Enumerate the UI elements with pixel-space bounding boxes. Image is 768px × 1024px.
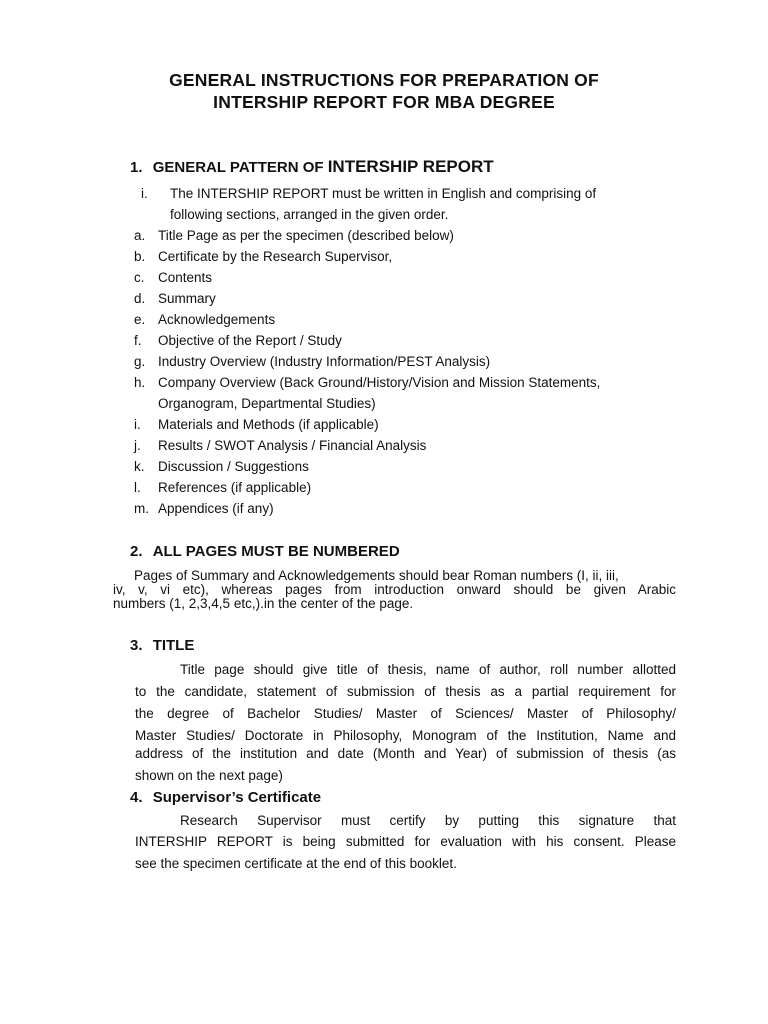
section-4-number: 4. (130, 789, 143, 806)
document-page: GENERAL INSTRUCTIONS FOR PREPARATION OF INTERSHIP REPORT FOR MBA DEGREE 1. GENERAL PATTERN OF INTERSHIP REPORT i. The INTERSHIP REPORT must be written in English and comprising of following sections, arranged in the given order. a. Title Page as per the specimen (described below) b. Certificate by the Research Supervisor, c. Contents d. Summary e. Acknowledgements f. Objective of the Report / Study g. Industry Overview (Industry Information/PEST Analysis) h. Company Overview (Back Ground/History/Vision and Mission Statements, Organogram, Departmental Studies) i. Materials and Methods (if applicable) j. Results / SWOT Analysis / Financial Analysis k. Discussion / Suggestions l. References (if applicable) m. Appendices (if any) 2. ALL PAGES MUST BE NUMBERED Pages of Summary and Acknowledgements should bear Roman numbers (I, ii, iii, iv, v, vi etc), whereas pages from introduction onward should be given Arabic numbers (1, 2,3,4,5 etc,).in the center of the page. 3. TITLE Title page should give title of thesis, name of author, roll number allotted to the candidate, statement of submission of thesis as a partial requirement for the degree of Bachelor Studies/ Master of Sciences/ Master of Philosophy/ Master Studies/ Doctorate in Philosophy, Monogram of the Institution, Name and address of the institution and date (Month and Year) of submission of thesis (as shown on the next page) 4. Supervisor’s Certificate Research Supervisor must certify by putting this signature that INTERSHIP REPORT is being submitted for evaluation with his consent. Please see the specimen certificate at the end of this booklet. (0, 0, 768, 1024)
section-2-line-2: iv, v, vi etc), whereas pages from introduction onward should be given Arabic (113, 582, 676, 597)
section-1-heading (130, 157, 494, 177)
document-title-line-2: INTERSHIP REPORT FOR MBA DEGREE (213, 92, 555, 112)
section-2-heading-text: ALL PAGES MUST BE NUMBERED (152, 543, 400, 560)
section-2-heading (130, 543, 400, 560)
section-3-line-2: to the candidate, statement of submission of thesis as a partial requirement for (135, 684, 676, 699)
section-1-number: 1. (130, 159, 143, 176)
section-1-heading-text-a: GENERAL PATTERN OF (152, 159, 324, 176)
section-3-line-1: Title page should give title of thesis, name of author, roll number allotted (180, 662, 676, 677)
section-1-heading-text-b: INTERSHIP REPORT (327, 157, 494, 176)
section-4-heading (130, 789, 321, 806)
section-2-line-1: Pages of Summary and Acknowledgements should bear Roman numbers (I, ii, iii, (134, 568, 619, 583)
section-1-intro-marker: i. (141, 186, 148, 201)
section-1-intro-line-1: The INTERSHIP REPORT must be written in English and comprising of (170, 186, 597, 201)
section-3-heading (130, 637, 194, 654)
section-2-number: 2. (130, 543, 143, 560)
section-4-line-3: see the specimen certificate at the end of this booklet. (135, 856, 457, 871)
section-3-heading-text: TITLE (152, 637, 195, 654)
section-3-line-5: address of the institution and date (Month and Year) of submission of thesis (as (135, 746, 676, 761)
section-3-line-3: the degree of Bachelor Studies/ Master of Sciences/ Master of Philosophy/ (135, 706, 676, 721)
section-3-number: 3. (130, 637, 143, 654)
section-2-line-3: numbers (1, 2,3,4,5 etc,).in the center of the page. (113, 596, 414, 611)
document-title-line-1: GENERAL INSTRUCTIONS FOR PREPARATION OF (169, 70, 599, 90)
section-4-heading-text: Supervisor’s Certificate (152, 789, 322, 806)
section-3-line-4: Master Studies/ Doctorate in Philosophy, Monogram of the Institution, Name and (135, 728, 676, 743)
section-1-intro-line-2: following sections, arranged in the given order. (170, 207, 449, 222)
section-4-line-1: Research Supervisor must certify by putting this signature that (180, 813, 676, 828)
section-3-line-6: shown on the next page) (135, 768, 283, 783)
section-4-line-2: INTERSHIP REPORT is being submitted for evaluation with his consent. Please (135, 834, 676, 849)
